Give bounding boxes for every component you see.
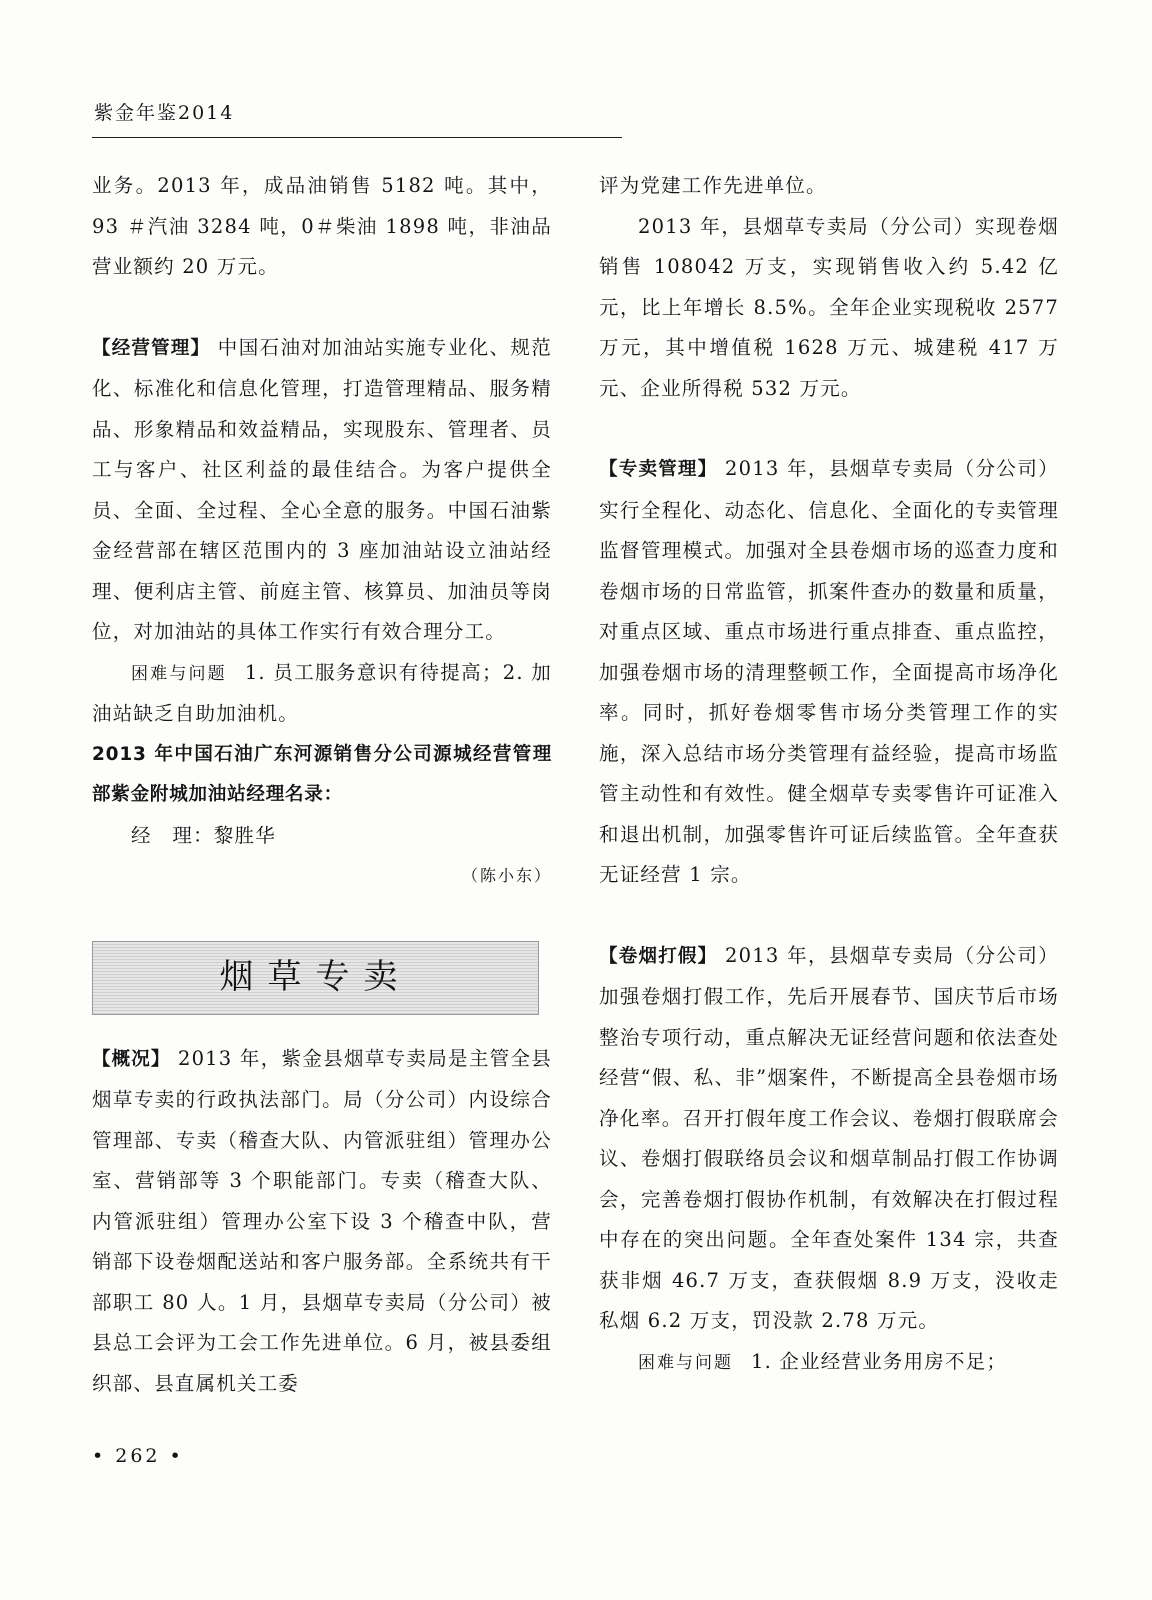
keyword-overview: 【概况】 — [92, 1048, 171, 1070]
left-column — [92, 166, 552, 1404]
header-rule — [92, 137, 622, 138]
paragraph-sales: 业务。2013 年，成品油销售 5182 吨。其中，93 ＃汽油 3284 吨，0＃柴油 1898 吨，非油品营业额约 20 万元。 — [92, 174, 552, 278]
paragraph-operations-management — [92, 328, 552, 653]
running-title: 紫金年鉴2014 — [94, 102, 235, 124]
paragraph-overview — [92, 1039, 552, 1405]
difficulties-text: 1. 员工服务意识有待提高；2. 加油站缺乏自助加油机。 — [92, 660, 552, 725]
difficulties-text-tobacco: 1. 企业经营业务用房不足； — [751, 1349, 1008, 1373]
paragraph-difficulties-tobacco — [599, 1342, 1059, 1384]
anti-counterfeit-text: 2013 年，县烟草专卖局（分公司）加强卷烟打假工作，先后开展春节、国庆节后市场整治专项行动，重点解决无证经营问题和依法查处经营“假、私、非”烟案件，不断提高全县卷烟市场净化率。召开打假年度工作会议、卷烟打假联席会议、卷烟打假联络员会议和烟草制品打假工作协调会，完善卷烟打假协作机制，有效解决在打假过程中存在的突出问题。全年查处案件 134 宗，共查获非烟 46.7 万支，查获假烟 8.9 万支，没收走私烟 6.2 万支，罚没款 2.78 万元。 — [599, 943, 1059, 1332]
keyword-monopoly-management: 【专卖管理】 — [599, 459, 718, 480]
author-credit: （陈小东） — [461, 866, 552, 885]
manager-roster-title: 2013 年中国石油广东河源销售分公司源城经营管理部紫金附城加油站经理名录： — [92, 743, 552, 805]
difficulties-label: 困难与问题 — [131, 663, 227, 684]
manager-entry: 经 理：黎胜华 — [131, 823, 276, 847]
overview-text: 2013 年，紫金县烟草专卖局是主管全县烟草专卖的行政执法部门。局（分公司）内设综合管理部、专卖（稽查大队、内管派驻组）管理办公室、营销部等 3 个职能部门。专卖（稽查大队、内管派驻组）管理办公室下设 3 个稽查中队，营销部下设卷烟配送站和客户服务部。全系统共有干部职工 80 人。1 月，县烟草专卖局（分公司）被县总工会评为工会工作先进单位。6 月，被县委组织部、县直属机关工委 — [92, 1046, 552, 1395]
paragraph-monopoly-management — [599, 449, 1059, 896]
page-number: • 262 • — [92, 1445, 184, 1467]
paragraph-party-award: 评为党建工作先进单位。 — [599, 174, 827, 197]
keyword-anti-counterfeit: 【卷烟打假】 — [599, 945, 718, 967]
operations-management-text: 中国石油对加油站实施专业化、规范化、标准化和信息化管理，打造管理精品、服务精品、形象精品和效益精品，实现股东、管理者、员工与客户、社区利益的最佳结合。为客户提供全员、全面、全过程、全心全意的服务。中国石油紫金经营部在辖区范围内的 3 座加油站设立油站经理、便利店主管、前庭主管、核算员、加油员等岗位，对加油站的具体工作实行有效合理分工。 — [92, 335, 552, 643]
difficulties-label-tobacco: 困难与问题 — [638, 1352, 733, 1373]
paragraph-anti-counterfeit — [599, 936, 1059, 1342]
section-banner — [92, 941, 539, 1015]
paragraph-difficulties — [92, 653, 552, 735]
paragraph-sales-revenue: 2013 年，县烟草专卖局（分公司）实现卷烟销售 108042 万支，实现销售收入约 5.42 亿元，比上年增长 8.5%。全年企业实现税收 2577 万元，其中增值税 1628 万元、城建税 417 万元、企业所得税 532 万元。 — [599, 214, 1059, 400]
section-title: 烟草专卖 — [219, 957, 412, 998]
right-column — [599, 166, 1059, 1383]
monopoly-management-text: 2013 年，县烟草专卖局（分公司）实行全程化、动态化、信息化、全面化的专卖管理监督管理模式。加强对全县卷烟市场的巡查力度和卷烟市场的日常监管，抓案件查办的数量和质量，对重点区域、重点市场进行重点排查、重点监控，加强卷烟市场的清理整顿工作，全面提高市场净化率。同时，抓好卷烟零售市场分类管理工作的实施，深入总结市场分类管理有益经验，提高市场监管主动性和有效性。健全烟草专卖零售许可证准入和退出机制，加强零售许可证后续监管。全年查获无证经营 1 宗。 — [599, 457, 1059, 886]
keyword-operations-management: 【经营管理】 — [92, 337, 211, 359]
